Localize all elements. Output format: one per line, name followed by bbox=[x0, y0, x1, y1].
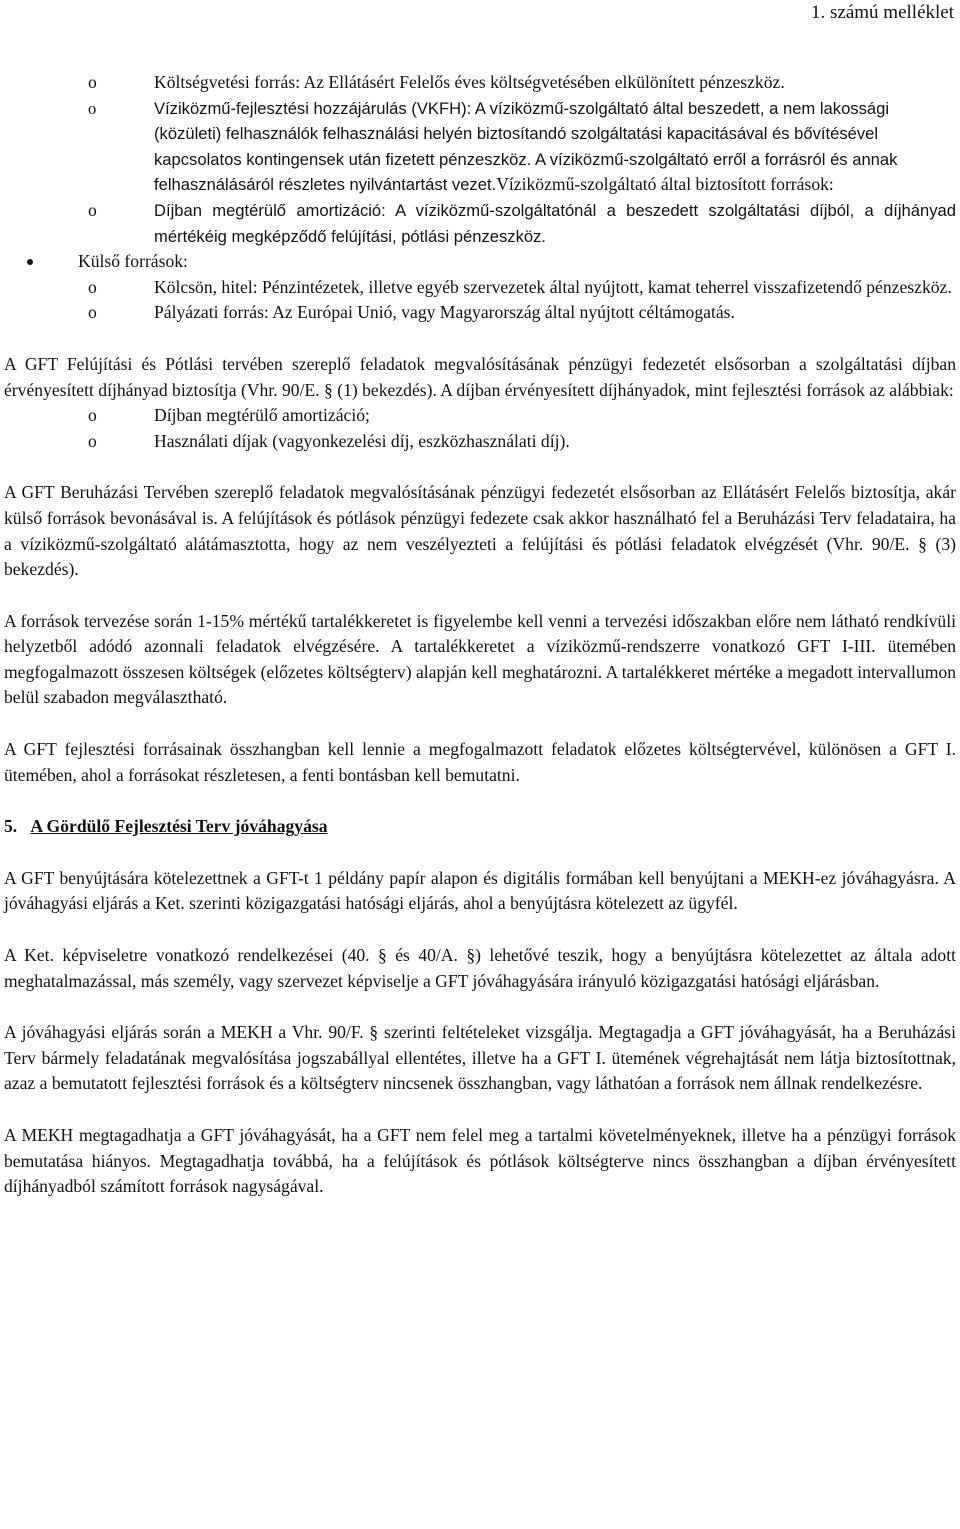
list-marker: o bbox=[88, 430, 97, 451]
list-marker: o bbox=[88, 72, 97, 92]
list-item bbox=[4, 70, 956, 96]
paragraph: A GFT Beruházási Tervében szereplő feladatok megvalósításának pénzügyi fedezetét elsősorban az Ellátásért Felelős biztosítja, akár külső források bevonásával is. A felújítások és pótlások pénzügyi fedezete csak akkor használható fel a Beruházási Terv feladataira, ha a víziközmű-szolgáltató alátámasztotta, hogy az nem veszélyezteti a felújítási és pótlási feladatok elvégzését (Vhr. 90/E. § (3) bekezdés). bbox=[4, 482, 956, 580]
list-item bbox=[4, 429, 956, 455]
list-item-text: Díjban megtérülő amortizáció: A víziközmű-szolgáltatónál a beszedett szolgáltatási díjból, a díjhányad mértékéig megképződő felújítási, pótlási pénzeszköz. bbox=[154, 200, 956, 246]
paragraph: A GFT Felújítási és Pótlási tervében szereplő feladatok megvalósításának pénzügyi fedezetét elsősorban a szolgáltatási díjban érvényesített díjhányad biztosítja (Vhr. 90/E. § (1) bekezdés). A díjban érvényesített díjhányadok, mint fejlesztési források az alábbiak: bbox=[4, 353, 956, 400]
section-heading bbox=[4, 814, 956, 840]
list-item-text: Költségvetési forrás: Az Ellátásért Felelős éves költségvetésében elkülönített pénzeszköz. bbox=[154, 72, 785, 92]
annex-label: 1. számú melléklet bbox=[811, 2, 954, 23]
list-marker: o bbox=[88, 405, 97, 426]
section-title: A Gördülő Fejlesztési Terv jóváhagyása bbox=[30, 816, 328, 837]
list-item bbox=[4, 403, 956, 429]
bullet-item-external bbox=[4, 249, 956, 275]
paragraph: A Ket. képviseletre vonatkozó rendelkezései (40. § és 40/A. §) lehetővé teszik, hogy a benyújtásra kötelezettet az általa adott meghatalmazással, más személy, vagy szervezet képviselje a GFT jóváhagyására irányuló közigazgatási hatósági eljárásban. bbox=[4, 945, 956, 991]
list-marker: o bbox=[88, 199, 97, 220]
paragraph: A MEKH megtagadhatja a GFT jóváhagyását, ha a GFT nem felel meg a tartalmi követelményeknek, illetve ha a pénzügyi források bemutatása hiányos. Megtagadhatja továbbá, ha a felújítások és pótlások költségterve nincs összhangban a díjban érvényesített díjhányadból számított források nagyságával. bbox=[4, 1125, 956, 1197]
document-body bbox=[4, 70, 956, 1200]
bullet-icon bbox=[27, 259, 33, 265]
list-item bbox=[4, 96, 956, 198]
paragraph: A jóváhagyási eljárás során a MEKH a Vhr. 90/F. § szerinti feltételeket vizsgálja. Megtagadja a GFT jóváhagyását, ha a Beruházási Terv bármely feladatának megvalósítása jogszabállyal ellentétes, illetve ha a GFT I. ütemének végrehajtását nem látja biztosítottnak, azaz a bemutatott fejlesztési források és a költségterv nincsenek összhangban, vagy láthatóan a források nem állnak rendelkezésre. bbox=[4, 1022, 956, 1094]
list-item bbox=[4, 198, 956, 249]
list-marker: o bbox=[88, 276, 97, 297]
list-marker: o bbox=[88, 302, 97, 323]
subheading-internal-sources: Víziközmű-szolgáltató által biztosított források: bbox=[496, 174, 834, 195]
paragraph: A GFT benyújtására kötelezettnek a GFT-t 1 példány papír alapon és digitális formában kell benyújtani a MEKH-ez jóváhagyásra. A jóváhagyási eljárás a Ket. szerinti közigazgatási hatósági eljárás, ahol a benyújtásra kötelezett az ügyfél. bbox=[4, 867, 956, 914]
paragraph: A források tervezése során 1-15% mértékű tartalékkeretet is figyelembe kell venni a tervezési időszakban előre nem látható rendkívüli helyzetből adódó azonnali feladatok elvégzésére. A tartalékkeretet a víziközmű-rendszerre vonatkozó GFT I-III. ütemében megfogalmazott összesen költségek (előzetes költségterv) alapján kell meghatározni. A tartalékkeret mértéke a megadott intervallumon belül szabadon megválasztható. bbox=[4, 610, 956, 708]
list-item-text: Pályázati forrás: Az Európai Unió, vagy Magyarország által nyújtott céltámogatás. bbox=[154, 302, 735, 323]
list-item-text: Díjban megtérülő amortizáció; bbox=[154, 405, 370, 426]
section-number: 5. bbox=[4, 816, 18, 837]
paragraph: A GFT fejlesztési forrásainak összhangban kell lennie a megfogalmazott feladatok előzetes költségtervével, különösen a GFT I. ütemében, ahol a forrásokat részletesen, a fenti bontásban kell bemutatni. bbox=[4, 739, 956, 785]
list-marker: o bbox=[88, 98, 97, 118]
list-item-text: Víziközmű-fejlesztési hozzájárulás (VKFH): A víziközmű-szolgáltató által beszedett, a nem lakossági (közületi) felhasználók felhasználási helyén biztosítandó szolgáltatási kapacitásával és bővítésével kapcsolatos kontingensek után fizetett pénzeszköz. A víziközmű-szolgáltató erről a forrásról és annak felhasználásáról részletes nyilvántartást vezet. bbox=[154, 98, 898, 195]
external-sources-title: Külső források: bbox=[78, 251, 188, 272]
list-item-text: Használati díjak (vagyonkezelési díj, eszközhasználati díj). bbox=[154, 430, 570, 451]
list-item bbox=[4, 275, 956, 301]
list-item-text: Kölcsön, hitel: Pénzintézetek, illetve egyéb szervezetek által nyújtott, kamat teherrel visszafizetendő pénzeszköz. bbox=[154, 276, 952, 297]
list-item bbox=[4, 300, 956, 326]
